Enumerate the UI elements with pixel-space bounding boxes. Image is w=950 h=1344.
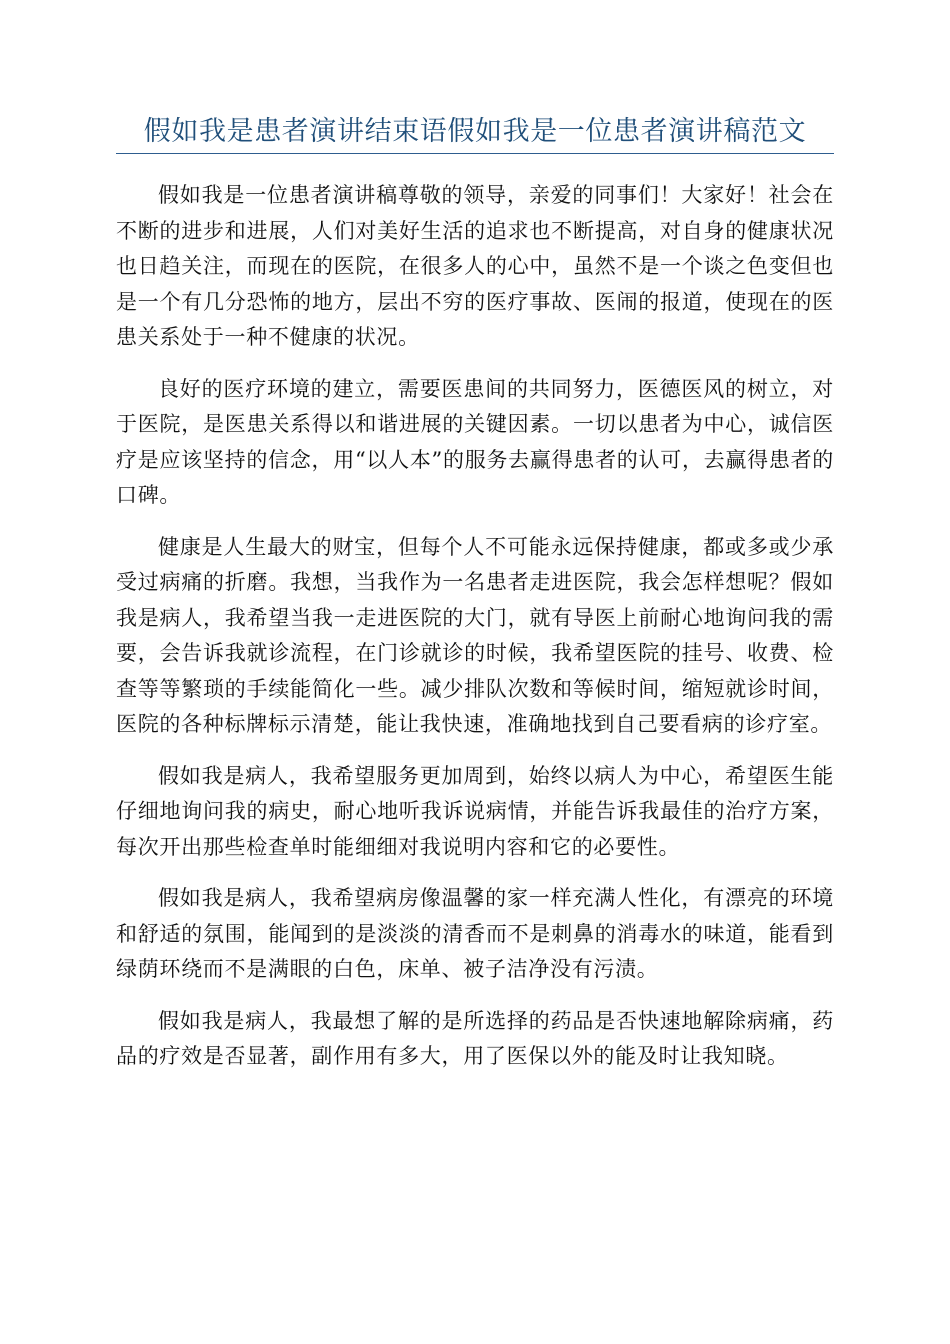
paragraph-5: 假如我是病人，我希望病房像温馨的家一样充满人性化，有漂亮的环境和舒适的氛围，能闻到的是淡淡的清香而不是刺鼻的消毒水的味道，能看到绿荫环绕而不是满眼的白色，床单、被子洁净没有污渍。: [116, 886, 834, 981]
paragraph-3: 健康是人生最大的财宝，但每个人不可能永远保持健康，都或多或少承受过病痛的折磨。我想，当我作为一名患者走进医院，我会怎样想呢？假如我是病人，我希望当我一走进医院的大门，就有导医上前耐心地询问我的需要，会告诉我就诊流程，在门诊就诊的时候，我希望医院的挂号、收费、检查等等繁琐的手续能简化一些。减少排队次数和等候时间，缩短就诊时间，医院的各种标牌标示清楚，能让我快速，准确地找到自己要看病的诊疗室。: [116, 534, 834, 736]
paragraph-4: 假如我是病人，我希望服务更加周到，始终以病人为中心，希望医生能仔细地询问我的病史，耐心地听我诉说病情，并能告诉我最佳的治疗方案，每次开出那些检查单时能细细对我说明内容和它的必要性。: [116, 763, 834, 859]
title-underline: [116, 153, 834, 154]
paragraph-6: 假如我是病人，我最想了解的是所选择的药品是否快速地解除病痛，药品的疗效是否显著，副作用有多大，用了医保以外的能及时让我知晓。: [116, 1008, 834, 1068]
paragraph-2: 良好的医疗环境的建立，需要医患间的共同努力，医德医风的树立，对于医院，是医患关系得以和谐进展的关键因素。一切以患者为中心，诚信医疗是应该坚持的信念，用“以人本”的服务去赢得患者的认可，去赢得患者的口碑。: [116, 376, 834, 507]
paragraph-1: 假如我是一位患者演讲稿尊敬的领导，亲爱的同事们！大家好！社会在不断的进步和进展，人们对美好生活的追求也不断提高，对自身的健康状况也日趋关注，而现在的医院，在很多人的心中，虽然不是一个谈之色变但也是一个有几分恐怖的地方，层出不穷的医疗事故、医闹的报道，使现在的医患关系处于一种不健康的状况。: [116, 183, 834, 349]
document-body: [116, 178, 834, 1091]
document-title: 假如我是患者演讲结束语假如我是一位患者演讲稿范文: [143, 116, 807, 147]
